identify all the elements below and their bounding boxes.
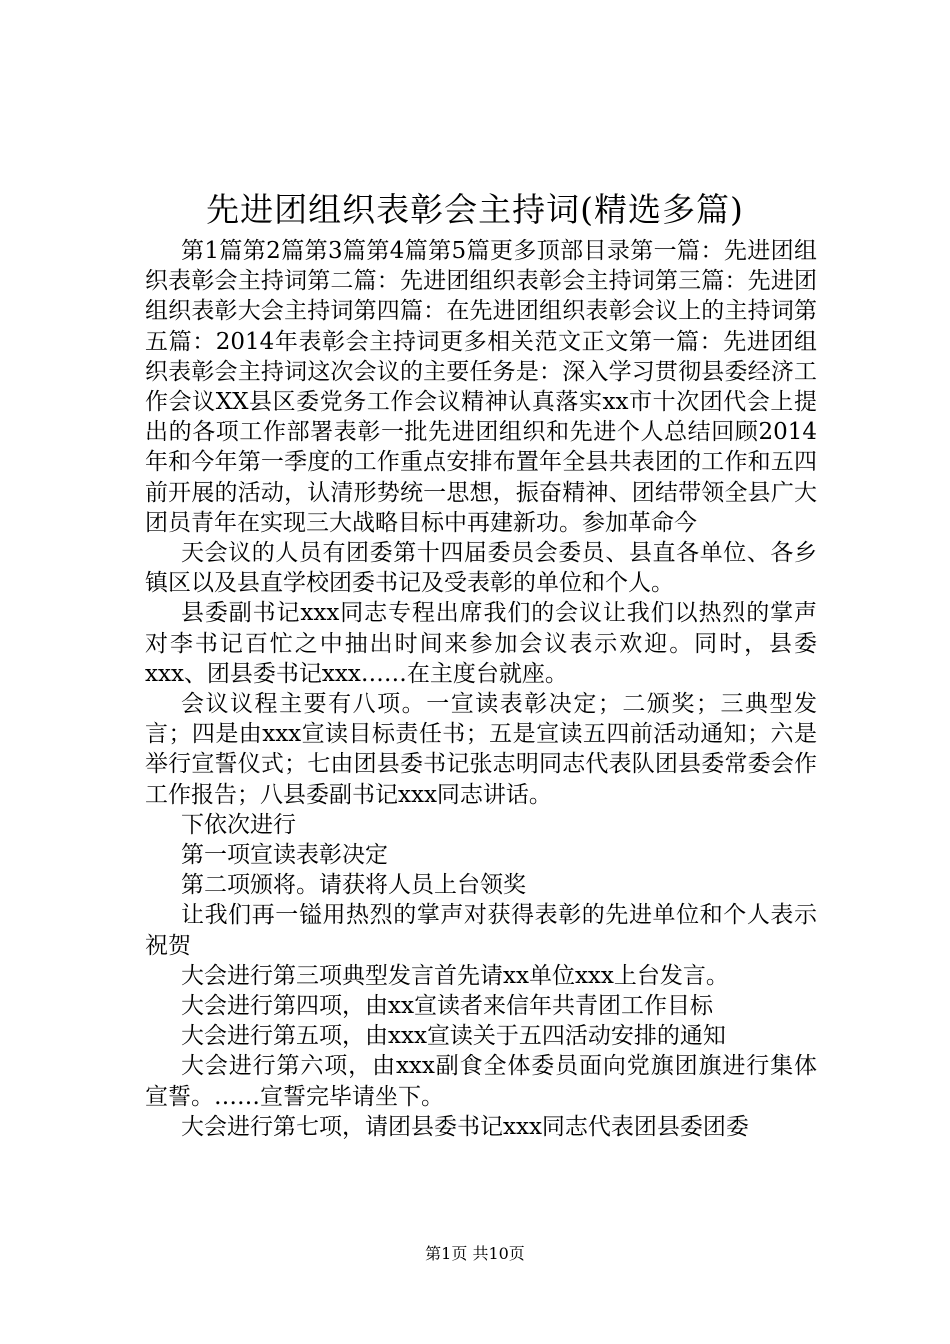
paragraph: 大会进行第四项，由xx宣读者来信年共青团工作目标	[181, 993, 713, 1020]
paragraph: 下依次进行	[181, 811, 296, 838]
paragraph: 大会进行第五项，由xxx宣读关于五四活动安排的通知	[181, 1023, 726, 1050]
document-body	[145, 236, 817, 1142]
paragraph: 让我们再一镒用热烈的掌声对获得表彰的先进单位和个人表示祝贺	[145, 902, 817, 959]
paragraph: 大会进行第三项典型发言首先请xx单位xxx上台发言。	[181, 962, 729, 989]
paragraph: 大会进行第七项，请团县委书记xxx同志代表团县委团委	[181, 1113, 749, 1140]
paragraph: 会议议程主要有八项。一宣读表彰决定；二颁奖；三典型发言；四是由xxx宣读目标责任书；五是宣读五四前活动通知；六是举行宣誓仪式；七由团县委书记张志明同志代表队团县委常委会作工作报告；八县委副书记xxx同志讲话。	[145, 691, 817, 808]
paragraph: 大会进行第六项，由xxx副食全体委员面向党旗团旗进行集体宣誓。……宣誓完毕请坐下。	[145, 1053, 817, 1110]
paragraph: 县委副书记xxx同志专程出席我们的会议让我们以热烈的掌声对李书记百忙之中抽出时间来参加会议表示欢迎。同时，县委xxx、团县委书记xxx……在主度台就座。	[145, 600, 817, 687]
paragraph: 天会议的人员有团委第十四届委员会委员、县直各单位、各乡镇区以及县直学校团委书记及受表彰的单位和个人。	[145, 540, 817, 597]
paragraph: 第一项宣读表彰决定	[181, 842, 388, 869]
page-footer: 第1页 共10页	[425, 1244, 525, 1263]
paragraph: 第二项颁将。请获将人员上台领奖	[181, 872, 526, 899]
paragraph: 第1篇第2篇第3篇第4篇第5篇更多顶部目录第一篇：先进团组织表彰会主持词第二篇：先进团组织表彰会主持词第三篇：先进团组织表彰大会主持词第四篇：在先进团组织表彰会议上的主持词第五篇：2014年表彰会主持词更多相关范文正文第一篇：先进团组织表彰会主持词这次会议的主要任务是：深入学习贯彻县委经济工作会议XX县区委党务工作会议精神认真落实xx市十次团代会上提出的各项工作部署表彰一批先进团组织和先进个人总结回顾2014年和今年第一季度的工作重点安排布置年全县共表团的工作和五四前开展的活动，认清形势统一思想，振奋精神、团结带领全县广大团员青年在实现三大战略目标中再建新功。参加革命今	[145, 238, 817, 536]
document-title: 先进团组织表彰会主持词(精选多篇)	[206, 190, 744, 229]
